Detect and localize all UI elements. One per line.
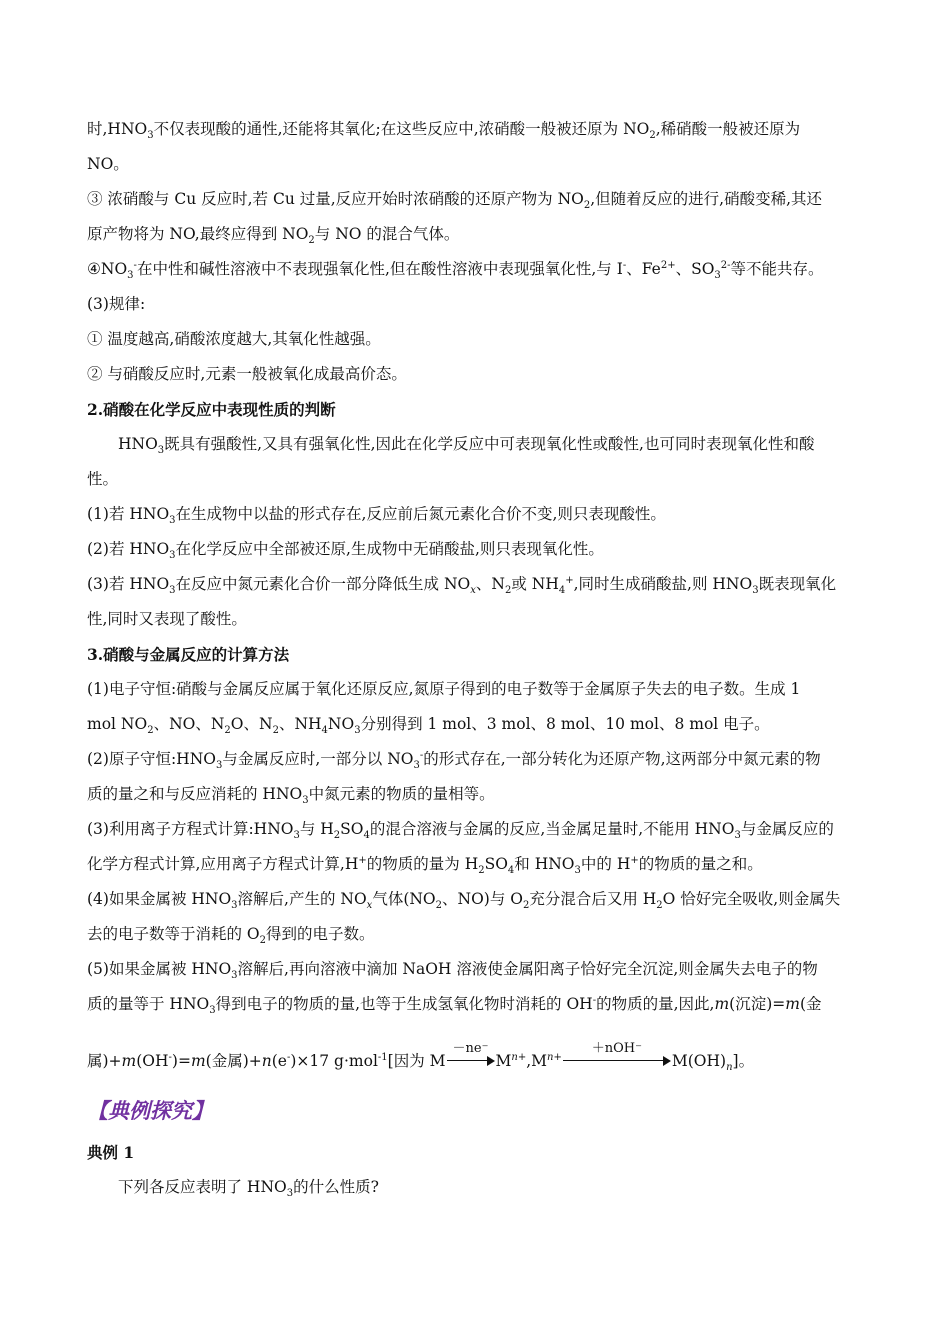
paragraph-line: 性,同时又表现了酸性。 — [87, 610, 247, 628]
paragraph-line: (3)若 $HNO_3$在反应中氮元素化合价一部分降低生成 $NO_x$、$N_2$或 $NH_4^+$,同时生成硝酸盐,则 $HNO_3$既表现氧化 — [87, 574, 837, 597]
paragraph-line: NO。 — [87, 155, 129, 173]
paragraph-line: $④NO_3^-$在中性和碱性溶液中不表现强氧化性,但在酸性溶液中表现强氧化性,与 I-、$Fe^{2+}$、$SO_3^{2-}$等不能共存。 — [87, 259, 824, 282]
paragraph-line: (3)规律: — [87, 295, 146, 313]
paragraph-line: mol $NO_2$、NO、$N_2O$、$N_2$、$NH_4NO_3$分别得到 1 mol、3 mol、8 mol、10 mol、8 mol 电子。 — [87, 715, 770, 737]
arrow-label: ＋nOH⁻ — [591, 1041, 642, 1056]
example-label: 典例 1 — [87, 1143, 135, 1162]
paragraph-line: ② 与硝酸反应时,元素一般被氧化成最高价态。 — [87, 365, 407, 383]
paragraph-line: 化学方程式计算,应用离子方程式计算,H+的物质的量为 $H_2SO_4$和 $HNO_3$中的 H+的物质的量之和。 — [87, 854, 763, 877]
reaction-arrow — [447, 1041, 495, 1068]
paragraph-line: (3)利用离子方程式计算$:HNO_3$与 $H_2SO_4$的混合溶液与金属的反应,当金属足量时,不能用 $HNO_3$与金属反应的 — [87, 820, 834, 842]
paragraph-line: (5)如果金属被 $HNO_3$溶解后,再向溶液中滴加 NaOH 溶液使金属阳离子恰好完全沉淀,则金属失去电子的物 — [87, 960, 818, 982]
paragraph-line: 质的量之和与反应消耗的 $HNO_3$中氮元素的物质的量相等。 — [87, 785, 495, 807]
arrow-label: －ne⁻ — [452, 1041, 489, 1056]
paragraph-line: ① 温度越高,硝酸浓度越大,其氧化性越强。 — [87, 330, 381, 348]
paragraph-line: (2)若 $HNO_3$在化学反应中全部被还原,生成物中无硝酸盐,则只表现氧化性。 — [87, 540, 604, 562]
paragraph-line: 时$,HNO_3$不仅表现酸的通性,还能将其氧化;在这些反应中,浓硝酸一般被还原为 $NO_2$,稀硝酸一般被还原为 — [87, 120, 801, 142]
paragraph-line: 性。 — [87, 470, 119, 488]
section-heading: 3.硝酸与金属反应的计算方法 — [87, 645, 290, 664]
section-heading: 2.硝酸在化学反应中表现性质的判断 — [87, 400, 336, 419]
paragraph-line: (1)电子守恒:硝酸与金属反应属于氧化还原反应,氮原子得到的电子数等于金属原子失去的电子数。生成 1 — [87, 680, 801, 698]
reaction-arrow — [563, 1041, 671, 1068]
paragraph-line: 去的电子数等于消耗的 $O_2$得到的电子数。 — [87, 925, 375, 947]
paragraph-line: ③ 浓硝酸与 Cu 反应时,若 Cu 过量,反应开始时浓硝酸的还原产物为 $NO_2$,但随着反应的进行,硝酸变稀,其还 — [87, 190, 823, 212]
paragraph-line: (2)原子守恒$:HNO_3$与金属反应时,一部分以 $NO_3^-$的形式存在,一部分转化为还原产物,这两部分中氮元素的物 — [87, 749, 821, 772]
paragraph-line: 质的量等于 $HNO_3$得到电子的物质的量,也等于生成氢氧化物时消耗的 OH-的物质的量,因此,m(沉淀)=m(金 — [87, 994, 822, 1017]
document-page — [87, 112, 867, 1205]
formula-line: 属)+m(OH-)=m(金属)+n(e-)×17 g·mol$^{-1}$[因为 M －ne⁻ $M^{n+},M^{n+}$ ＋nOH⁻ $M(OH)_n$]。 — [87, 1041, 755, 1074]
paragraph-line: $HNO_3$既具有强酸性,又具有强氧化性,因此在化学反应中可表现氧化性或酸性,也可同时表现氧化性和酸 — [118, 435, 815, 457]
section-title: 【典例探究】 — [87, 1098, 213, 1123]
question-text: 下列各反应表明了 $HNO_3$的什么性质? — [118, 1178, 379, 1200]
paragraph-line: (1)若 $HNO_3$在生成物中以盐的形式存在,反应前后氮元素化合价不变,则只表现酸性。 — [87, 505, 666, 527]
paragraph-line: (4)如果金属被 $HNO_3$溶解后,产生的 $NO_x$气体($NO_2$、NO)与 $O_2$充分混合后又用 $H_2O$ 恰好完全吸收,则金属失 — [87, 890, 841, 912]
paragraph-line: 原产物将为 NO,最终应得到 $NO_2$与 NO 的混合气体。 — [87, 225, 460, 247]
